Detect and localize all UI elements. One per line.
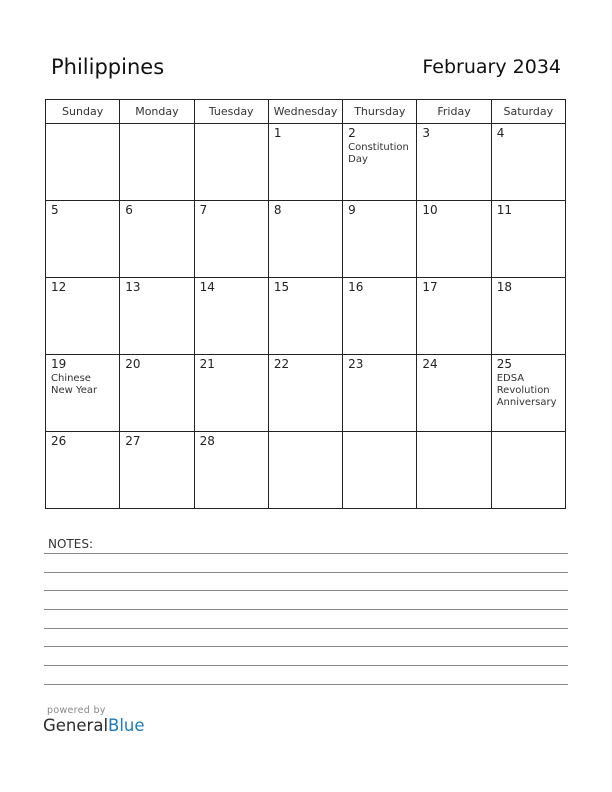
calendar-day-cell [194,432,268,509]
weekday-header: Friday [417,100,491,124]
notes-line [44,590,568,591]
day-number: 19 [51,357,67,371]
calendar-empty-cell [491,432,565,509]
day-number: 20 [125,357,141,371]
day-number: 24 [422,357,438,371]
notes-line [44,553,568,554]
day-number: 12 [51,280,67,294]
day-number: 4 [496,126,505,140]
day-number: 14 [199,280,215,294]
weekday-header: Sunday [46,100,120,124]
weekday-header: Saturday [491,100,565,124]
calendar-day-cell [268,278,342,355]
day-number: 6 [125,203,133,217]
day-number: 13 [125,280,141,294]
calendar-day-cell [120,278,194,355]
calendar-day-cell [417,201,491,278]
calendar-empty-cell [194,124,268,201]
calendar-day-cell [46,432,120,509]
calendar-week-row [46,432,566,509]
calendar-day-cell [417,278,491,355]
day-number: 26 [51,434,67,448]
notes-line [44,684,568,685]
brand-name-general: General [43,716,109,735]
calendar-day-cell [120,201,194,278]
calendar-grid [45,99,566,509]
day-number: 18 [496,280,512,294]
calendar-day-cell [343,124,417,201]
calendar-day-cell [46,278,120,355]
calendar-day-cell [194,355,268,432]
day-number: 3 [422,126,431,140]
calendar-empty-cell [343,432,417,509]
day-number: 7 [199,203,208,217]
day-number: 8 [273,203,282,217]
notes-line [44,628,568,629]
calendar-day-cell [46,355,120,432]
day-number: 17 [422,280,438,294]
calendar-day-cell [120,355,194,432]
calendar-day-cell [491,355,565,432]
calendar-day-cell [194,201,268,278]
calendar-body [46,124,566,509]
calendar-day-cell [194,278,268,355]
day-number: 2 [348,126,356,140]
brand-name-blue: Blue [108,716,145,735]
day-number: 10 [422,203,438,217]
day-number: 22 [273,357,290,371]
weekday-header-row [46,100,566,124]
day-number: 9 [348,203,356,217]
notes-line [44,665,568,666]
calendar-day-cell [491,278,565,355]
holiday-label: Constitution Day [348,142,409,165]
calendar-day-cell [491,124,565,201]
day-number: 23 [348,357,364,371]
calendar-week-row [46,201,566,278]
notes-line [44,646,568,647]
notes-label: NOTES: [48,537,93,551]
calendar-empty-cell [417,432,491,509]
day-number: 1 [273,126,282,140]
day-number: 5 [51,203,59,217]
calendar-empty-cell [46,124,120,201]
brand-logo [43,716,145,735]
notes-line [44,609,568,610]
day-number: 21 [199,357,215,371]
calendar-empty-cell [120,124,194,201]
calendar-day-cell [491,201,565,278]
powered-by-text: powered by [47,705,106,716]
calendar-day-cell [343,201,417,278]
day-number: 28 [199,434,215,448]
calendar-day-cell [46,201,120,278]
notes-line [44,572,568,573]
calendar-day-cell [120,432,194,509]
calendar-day-cell [268,355,342,432]
weekday-header: Tuesday [194,100,268,124]
weekday-header: Monday [120,100,194,124]
day-number: 16 [348,280,364,294]
day-number: 11 [496,203,512,217]
holiday-label: EDSA Revolution Anniversary [496,373,557,408]
day-number: 25 [496,357,512,371]
calendar-day-cell [268,124,342,201]
calendar-month-title: February 2034 [422,56,561,78]
holiday-label: Chinese New Year [51,373,98,396]
calendar-week-row [46,278,566,355]
calendar-day-cell [343,355,417,432]
calendar-country-title: Philippines [51,55,165,79]
calendar-week-row [46,355,566,432]
calendar-day-cell [417,124,491,201]
weekday-header: Thursday [343,100,417,124]
day-number: 15 [273,280,290,294]
weekday-header: Wednesday [268,100,342,124]
calendar-day-cell [268,201,342,278]
calendar-empty-cell [268,432,342,509]
calendar-day-cell [343,278,417,355]
calendar-day-cell [417,355,491,432]
calendar-week-row [46,124,566,201]
day-number: 27 [125,434,141,448]
